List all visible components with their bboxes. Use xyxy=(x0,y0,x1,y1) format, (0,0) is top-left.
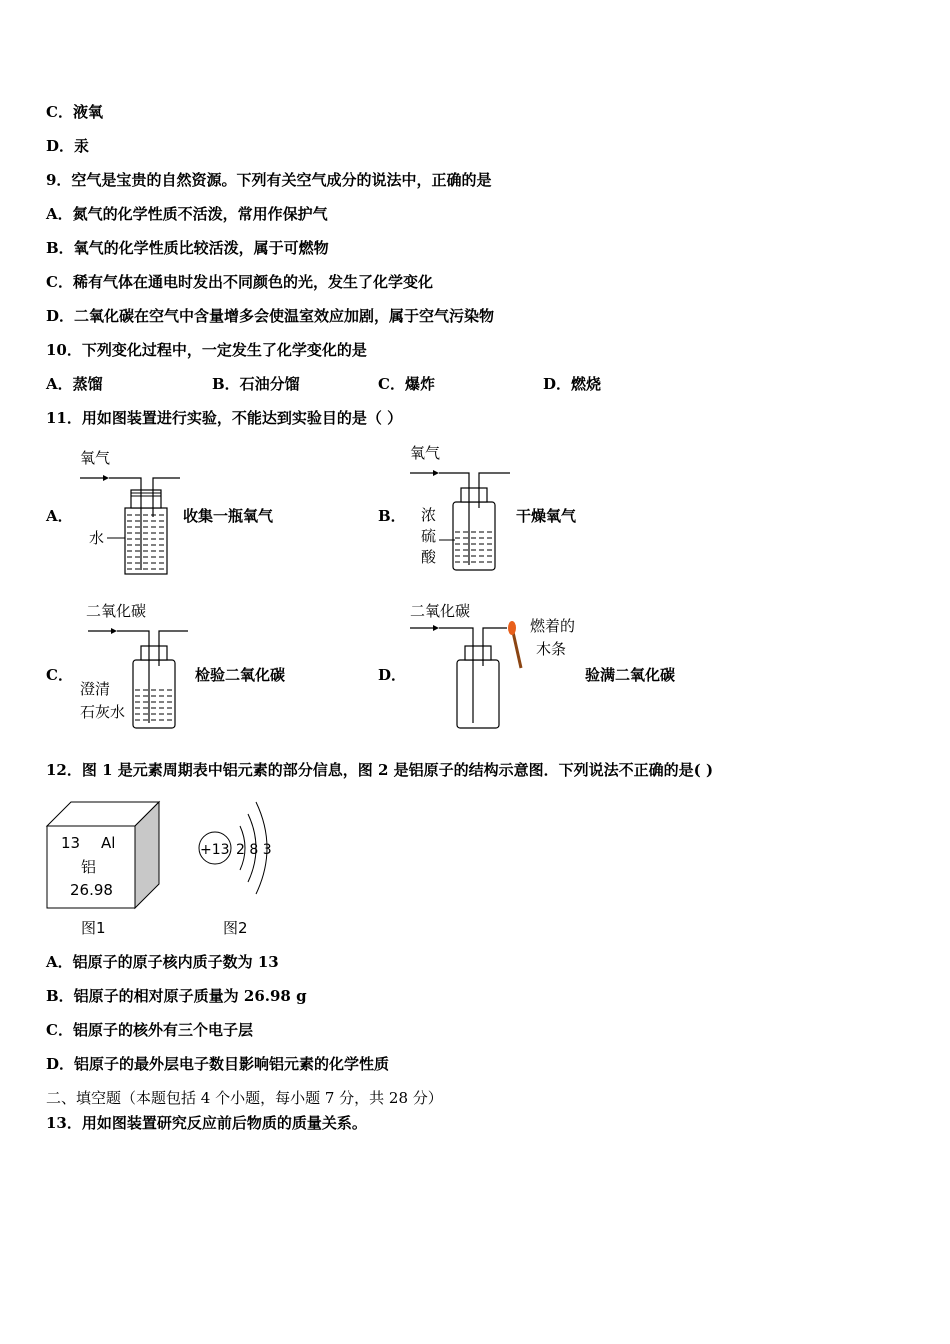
q11-c-liquid-1: 澄清 xyxy=(80,680,111,698)
element-mass: 26.98 xyxy=(70,881,113,899)
q11-c-caption: 检验二氧化碳 xyxy=(195,666,286,684)
q11-stem: 11．用如图装置进行实验，不能达到实验目的是（ ） xyxy=(46,409,403,427)
q9-option-b: B．氧气的化学性质比较活泼，属于可燃物 xyxy=(46,239,329,257)
q9-option-c: C．稀有气体在通电时发出不同颜色的光，发生了化学变化 xyxy=(46,273,433,291)
q12-figure-1 xyxy=(45,800,165,940)
q12-option-d: D．铝原子的最外层电子数目影响铝元素的化学性质 xyxy=(46,1055,390,1073)
q11-b-liquid-1: 浓 xyxy=(421,506,437,524)
q9-option-d: D．二氧化碳在空气中含量增多会使温室效应加剧，属于空气污染物 xyxy=(46,307,495,325)
q11-d-stick-1: 燃着的 xyxy=(530,617,576,635)
q11-c-gas-label: 二氧化碳 xyxy=(86,602,147,620)
q8-option-c: C．液氧 xyxy=(46,103,103,121)
q11-b-caption: 干燥氧气 xyxy=(516,507,577,525)
element-symbol: Al xyxy=(101,834,116,852)
atom-shells: 2 8 3 xyxy=(236,842,272,858)
q11-b-label: B． xyxy=(378,507,406,525)
q12-option-b: B．铝原子的相对原子质量为 26.98 g xyxy=(46,987,307,1005)
q11-a-apparatus xyxy=(75,445,185,580)
q11-d-gas-label: 二氧化碳 xyxy=(410,602,471,620)
q11-b-gas-label: 氧气 xyxy=(410,444,441,462)
q11-a-gas-label: 氧气 xyxy=(80,449,111,467)
q11-d-caption: 验满二氧化碳 xyxy=(585,666,676,684)
q10-option-d: D．燃烧 xyxy=(543,375,602,393)
q11-d-label: D． xyxy=(378,666,407,684)
q10-option-c: C．爆炸 xyxy=(378,375,435,393)
q13-stem: 13．用如图装置研究反应前后物质的质量关系。 xyxy=(46,1114,367,1132)
q10-option-a: A．蒸馏 xyxy=(46,375,103,393)
q12-option-a: A．铝原子的原子核内质子数为 13 xyxy=(46,953,279,971)
q11-c-label: C． xyxy=(46,666,73,684)
q9-option-a: A．氮气的化学性质不活泼，常用作保护气 xyxy=(46,205,328,223)
section-2-heading: 二、填空题（本题包括 4 个小题，每小题 7 分，共 28 分） xyxy=(46,1089,443,1107)
atom-nucleus: +13 xyxy=(200,842,230,858)
q11-c-apparatus xyxy=(78,598,193,733)
q12-option-c: C．铝原子的核外有三个电子层 xyxy=(46,1021,253,1039)
q9-stem: 9．空气是宝贵的自然资源。下列有关空气成分的说法中，正确的是 xyxy=(46,171,492,189)
q8-option-d: D．汞 xyxy=(46,137,90,155)
figure-1-caption: 图1 xyxy=(81,919,106,937)
element-number: 13 xyxy=(61,834,81,852)
q11-b-liquid-2: 硫 xyxy=(421,527,437,545)
q12-figure-2 xyxy=(190,790,285,940)
q10-stem: 10．下列变化过程中，一定发生了化学变化的是 xyxy=(46,341,367,359)
figure-2-caption: 图2 xyxy=(223,919,248,937)
q10-option-b: B．石油分馏 xyxy=(212,375,300,393)
q11-b-apparatus xyxy=(405,440,520,575)
q11-c-liquid-2: 石灰水 xyxy=(80,703,126,721)
q11-a-label: A． xyxy=(46,507,73,525)
q11-b-liquid-3: 酸 xyxy=(421,548,437,566)
q11-a-caption: 收集一瓶氧气 xyxy=(183,507,274,525)
element-name: 铝 xyxy=(81,858,97,876)
q12-stem: 12．图 1 是元素周期表中铝元素的部分信息，图 2 是铝原子的结构示意图．下列说法不正确的是( ) xyxy=(46,761,714,779)
q11-a-liquid-label: 水 xyxy=(89,529,105,547)
q11-d-stick-2: 木条 xyxy=(536,640,567,658)
q11-d-apparatus xyxy=(405,598,590,733)
